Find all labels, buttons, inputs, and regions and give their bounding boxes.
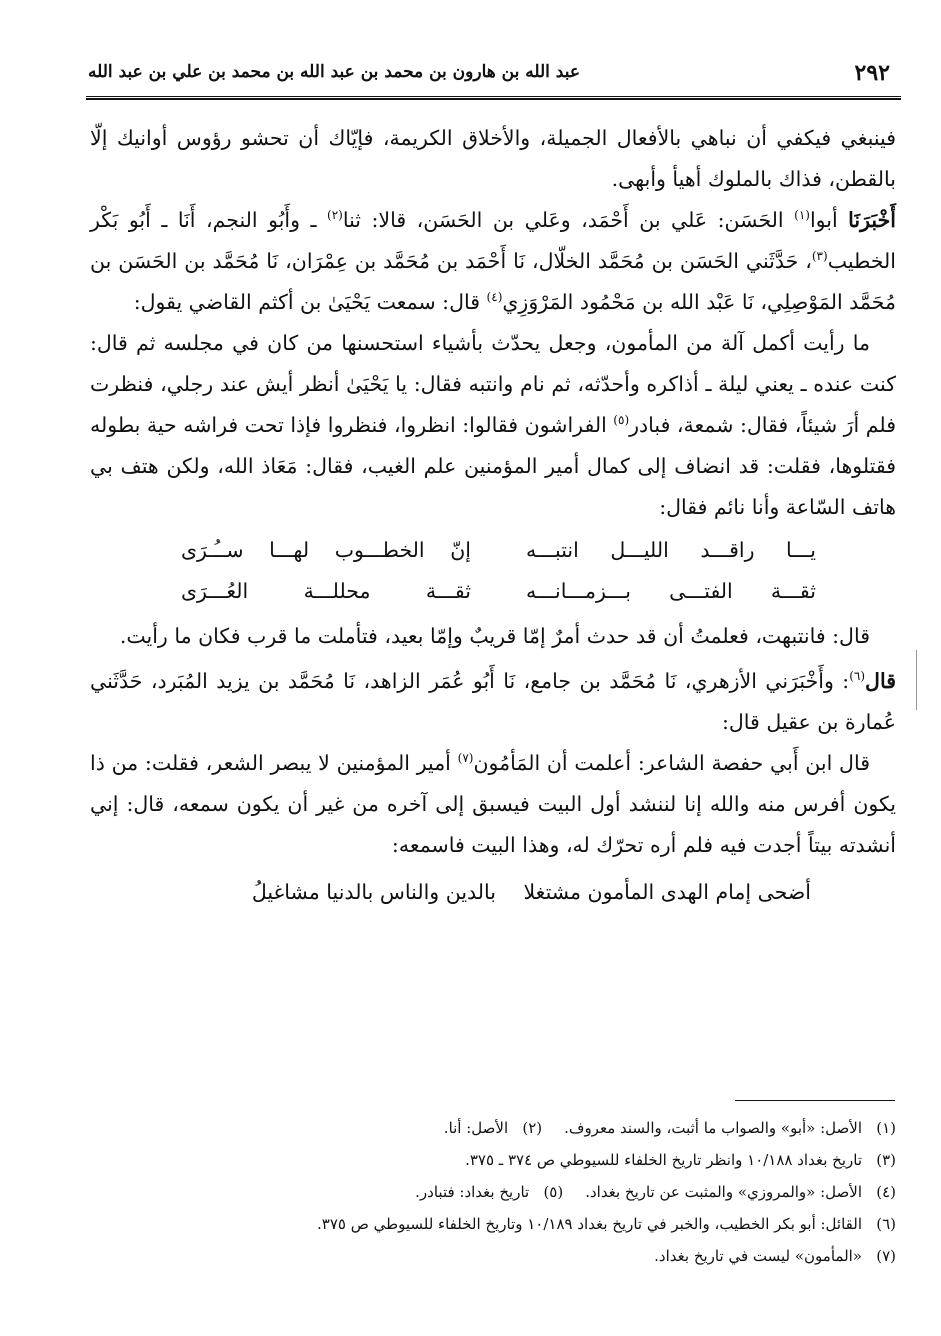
p2-text-e: قال: سمعت يَحْيَىٰ بن أكثم القاضي يقول: — [133, 290, 487, 314]
p4-text: قال: فانتبهت، فعلمتُ أن قد حدث أمرٌ إمّا قريبٌ وإمّا بعيد، فتأملت ما قرب فكان ما رأيت. — [119, 624, 870, 648]
scan-margin-line — [916, 650, 917, 710]
footnote-ref-6[interactable]: (٦) — [849, 669, 866, 684]
paragraph-6 — [90, 743, 896, 866]
footnote-number: (٤) — [876, 1183, 896, 1201]
footnote-row-1 — [90, 1112, 896, 1144]
running-title: عبد الله بن هارون بن محمد بن عبد الله بن محمد بن علي بن عبد الله — [88, 62, 580, 82]
footnote-number: (٧) — [876, 1247, 896, 1265]
akhbarana-lead: أَخْبَرَنَا — [848, 208, 896, 232]
paragraph-2 — [90, 200, 896, 323]
footnote-text: الأصل: «أبو» والصواب ما أثبت، والسند معروف. — [564, 1119, 862, 1137]
p2-text-c: ـ وأَبُو النجم، أَنَا ـ أَبُو بَكْر الخطيب — [90, 208, 896, 273]
footnote-text: «المأمون» ليست في تاريخ بغداد. — [654, 1247, 862, 1265]
qala-lead: قال — [865, 669, 896, 693]
footnote-ref-2[interactable]: (٢) — [327, 208, 343, 223]
header-rule — [86, 96, 901, 100]
page-number: ٢٩٢ — [854, 60, 890, 86]
p5-text: : وأَخْبَرَني الأزهري، نَا مُحَمَّد بن جامع، نَا أَبُو عُمَر الزاهد، نَا مُحَمَّد بن يزيد المُبَرد، حَدَّثَني عُمارة بن عقيل قال: — [90, 669, 896, 734]
footnote-number: (٥) — [543, 1183, 564, 1201]
paragraph-1-text: فينبغي فيكفي أن نباهي بالأفعال الجميلة، والأخلاق الكريمة، فإيّاك أن تحشو رؤوس أوانيك إلّا بالقطن، فذاك بالملوك أهيأ وأبهى. — [90, 126, 896, 191]
paragraph-5 — [90, 661, 896, 743]
footnote-row-5 — [90, 1240, 896, 1272]
page-header — [88, 58, 898, 92]
footnote-text: القائل: أبو بكر الخطيب، والخبر في تاريخ بغداد ١٠/١٨٩ وتاريخ الخلفاء للسيوطي ص ٣٧٥. — [317, 1215, 862, 1233]
poem-2-second-hemistich: بالدين والناس بالدنيا مشاغيلُ — [251, 880, 496, 904]
paragraph-4 — [90, 616, 896, 657]
poem-1-line-2-second-hemistich: ثقـــة محللـــة العُـــرَى — [181, 579, 471, 603]
footnote-row-4 — [90, 1208, 896, 1240]
poem-1-line-2 — [90, 571, 896, 612]
footnote-ref-4[interactable]: (٤) — [486, 290, 503, 305]
footnote-ref-7[interactable]: (٧) — [457, 751, 474, 766]
footnote-text: تاريخ بغداد ١٠/١٨٨ وانظر تاريخ الخلفاء للسيوطي ص ٣٧٤ ـ ٣٧٥. — [465, 1151, 862, 1169]
footnote-text: تاريخ بغداد: فتبادر. — [415, 1183, 530, 1201]
footnote-number: (٢) — [522, 1119, 543, 1137]
paragraph-1 — [90, 118, 896, 200]
footnote-ref-3[interactable]: (٣) — [811, 249, 828, 264]
footnote-ref-1[interactable]: (١) — [794, 208, 810, 223]
poem-1-line-1 — [90, 530, 896, 571]
p2-text-d: ، حَدَّثَني الحَسَن بن مُحَمَّد الخلّال، نَا أَحْمَد بن مُحَمَّد بن عِمْرَان، نَا مُحَمَّد بن الحَسَن بن مُحَمَّد المَوْصِلِي، نَا عَبْد الله بن مَحْمُود المَرْوَزِي — [90, 249, 896, 314]
poem-2-first-hemistich: أضحى إمام الهدى المأمون مشتغلا — [523, 880, 811, 904]
poem-1-line-1-second-hemistich: إنّ الخطـــوب لهـــا ســُـرَى — [181, 538, 471, 562]
p3-text-a: ما رأيت أكمل آلة من المأمون، وجعل يحدّث بأشياء استحسنها من كان في مجلسه ثم قال: كنت عنده ـ يعني ليلة ـ أذاكره وأحدّثه، ثم نام وانتبه فقال: يا يَحْيَىٰ أنظر أيش عند رجلي، فنظرت فلم أرَ شيئاً، فقال: شمعة، فبادر — [90, 331, 896, 437]
p6-text-a: قال ابن أَبي حفصة الشاعر: أعلمت أن المَأمُون — [473, 751, 870, 775]
poem-1-line-1-first-hemistich: يـــا راقـــد الليـــل انتبـــه — [526, 538, 816, 562]
poem-2 — [90, 872, 896, 920]
p6-text-b: أمير المؤمنين لا يبصر الشعر، فقلت: من ذا يكون أفرس منه والله إنا لننشد أول البيت فيسبق إلى آخره من غير أن يكون سمعه، قال: إني أنشدته بيتاً أجدت فيه فلم أره تحرّك له، وهذا البيت فاسمعه: — [90, 751, 896, 857]
footnote-row-2 — [90, 1144, 896, 1176]
footnote-text: الأصل: «والمروزي» والمثبت عن تاريخ بغداد. — [585, 1183, 862, 1201]
p3-text-b: الفراشون فقالوا: انظروا، فنظروا فإذا تحت فراشه حية بطوله فقتلوها، فقلت: قد انضاف إلى كمال أمير المؤمنين علم الغيب، فقال: مَعَاذ الله، ولكن هتف بي هاتف السّاعة وأنا نائم فقال: — [90, 413, 896, 519]
footnote-text: الأصل: أنا. — [443, 1119, 509, 1137]
footnote-number: (١) — [876, 1119, 896, 1137]
footnote-row-3 — [90, 1176, 896, 1208]
poem-1 — [90, 530, 896, 612]
footnote-separator — [735, 1100, 895, 1101]
paragraph-3 — [90, 323, 896, 528]
p2-text-a: أبوا — [809, 208, 849, 232]
p2-text-b: الحَسَن: عَلي بن أَحْمَد، وعَلي بن الحَسَن، قالا: ثنا — [342, 208, 795, 232]
footnote-ref-5[interactable]: (٥) — [613, 413, 630, 428]
main-text — [90, 118, 896, 920]
footnotes — [90, 1112, 896, 1272]
footnote-number: (٣) — [876, 1151, 896, 1169]
footnote-number: (٦) — [876, 1215, 896, 1233]
poem-1-line-2-first-hemistich: ثقـــة الفتـــى بـــزمـــانـــه — [526, 579, 816, 603]
